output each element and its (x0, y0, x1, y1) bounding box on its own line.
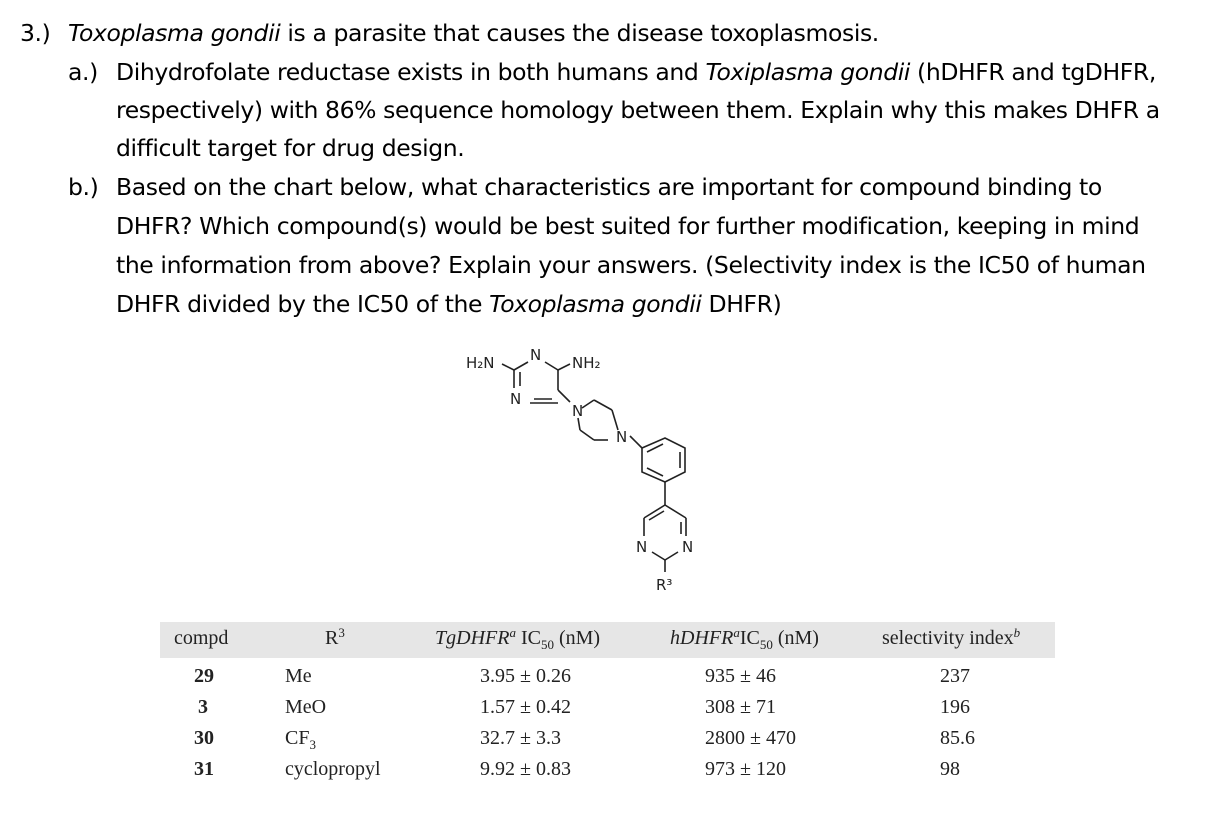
cell-tg: 32.7 ± 3.3 (480, 727, 561, 749)
part-a-text: Dihydrofolate reductase exists in both humans and (116, 58, 706, 86)
cell-r3 (285, 727, 316, 753)
label-n: N (510, 390, 522, 408)
part-b-line-1: Based on the chart below, what characteristics are important for compound binding to (116, 173, 1102, 201)
label-n: N (572, 402, 584, 420)
part-b-text: DHFR divided by the IC50 of the (116, 290, 490, 318)
cell-r3: cyclopropyl (285, 758, 381, 780)
part-b-text: DHFR) (701, 290, 782, 318)
header-r3 (325, 627, 345, 650)
chemical-structure (430, 340, 730, 600)
part-a-organism: Toxiplasma gondii (705, 58, 910, 86)
part-a-line-3: difficult target for drug design. (116, 134, 465, 162)
header-tg-sup: a (509, 625, 516, 640)
cell-sel: 237 (940, 665, 970, 687)
part-a-line-2: respectively) with 86% sequence homology between them. Explain why this makes DHFR a (116, 96, 1160, 124)
header-r3-text: R (325, 627, 339, 649)
header-sel-text: selectivity index (882, 627, 1014, 649)
part-b-line-3: the information from above? Explain your answers. (Selectivity index is the IC50 of human (116, 251, 1146, 279)
part-a-label: a.) (68, 58, 98, 86)
cell-h: 935 ± 46 (705, 665, 776, 687)
cell-tg: 1.57 ± 0.42 (480, 696, 571, 718)
question-intro (68, 14, 879, 53)
structure-bonds (502, 362, 686, 572)
cell-sel: 196 (940, 696, 970, 718)
cell-r3: MeO (285, 696, 327, 718)
header-tg-unit: (nM) (553, 627, 601, 649)
cell-r3: Me (285, 665, 312, 687)
cell-h: 973 ± 120 (705, 758, 786, 780)
header-sel-sup: b (1013, 625, 1021, 640)
header-compd: compd (174, 627, 229, 649)
intro-text: is a parasite that causes the disease toxoplasmosis. (280, 19, 879, 47)
header-h-sub: 50 (759, 637, 773, 652)
cell-tg: 3.95 ± 0.26 (480, 665, 571, 687)
label-h2n: H₂N (466, 354, 495, 372)
part-b-line-2: DHFR? Which compound(s) would be best suited for further modification, keeping in mind (116, 212, 1140, 240)
cell-sel: 98 (940, 758, 960, 780)
cell-h: 2800 ± 470 (705, 727, 796, 749)
cell-compd: 3 (198, 696, 208, 718)
header-tg-ic: IC (515, 627, 541, 649)
label-n: N (682, 538, 694, 556)
cell-compd: 29 (194, 665, 214, 687)
cell-tg: 9.92 ± 0.83 (480, 758, 571, 780)
part-a-text: (hDHFR and tgDHFR, (909, 58, 1156, 86)
header-h-ic50 (670, 627, 819, 653)
table-header (160, 622, 1055, 658)
header-selectivity (882, 627, 1020, 650)
label-r3: R³ (656, 576, 673, 594)
label-n: N (636, 538, 648, 556)
cell-compd: 30 (194, 727, 214, 749)
header-r3-sup: 3 (338, 625, 345, 640)
cell-h: 308 ± 71 (705, 696, 776, 718)
cell-r3-text: CF (285, 727, 310, 749)
part-a-line-1 (116, 53, 1156, 92)
question-number: 3.) (20, 19, 51, 47)
header-h-sup: a (733, 625, 740, 640)
label-n: N (616, 428, 628, 446)
cell-compd: 31 (194, 758, 214, 780)
header-tg-ic50 (435, 627, 600, 653)
header-h-unit: (nM) (772, 627, 819, 649)
header-h-ic: IC (739, 627, 760, 649)
part-b-line-4 (116, 285, 781, 324)
header-h-name: hDHFR (670, 627, 734, 649)
part-b-organism: Toxoplasma gondii (489, 290, 702, 318)
label-n: N (530, 346, 542, 364)
cell-sel: 85.6 (940, 727, 975, 749)
header-tg-sub: 50 (540, 637, 554, 652)
intro-organism: Toxoplasma gondii (68, 19, 281, 47)
header-tg-name: TgDHFR (435, 627, 510, 649)
cell-r3-sub: 3 (309, 737, 316, 752)
part-b-label: b.) (68, 173, 99, 201)
label-nh2: NH₂ (572, 354, 601, 372)
